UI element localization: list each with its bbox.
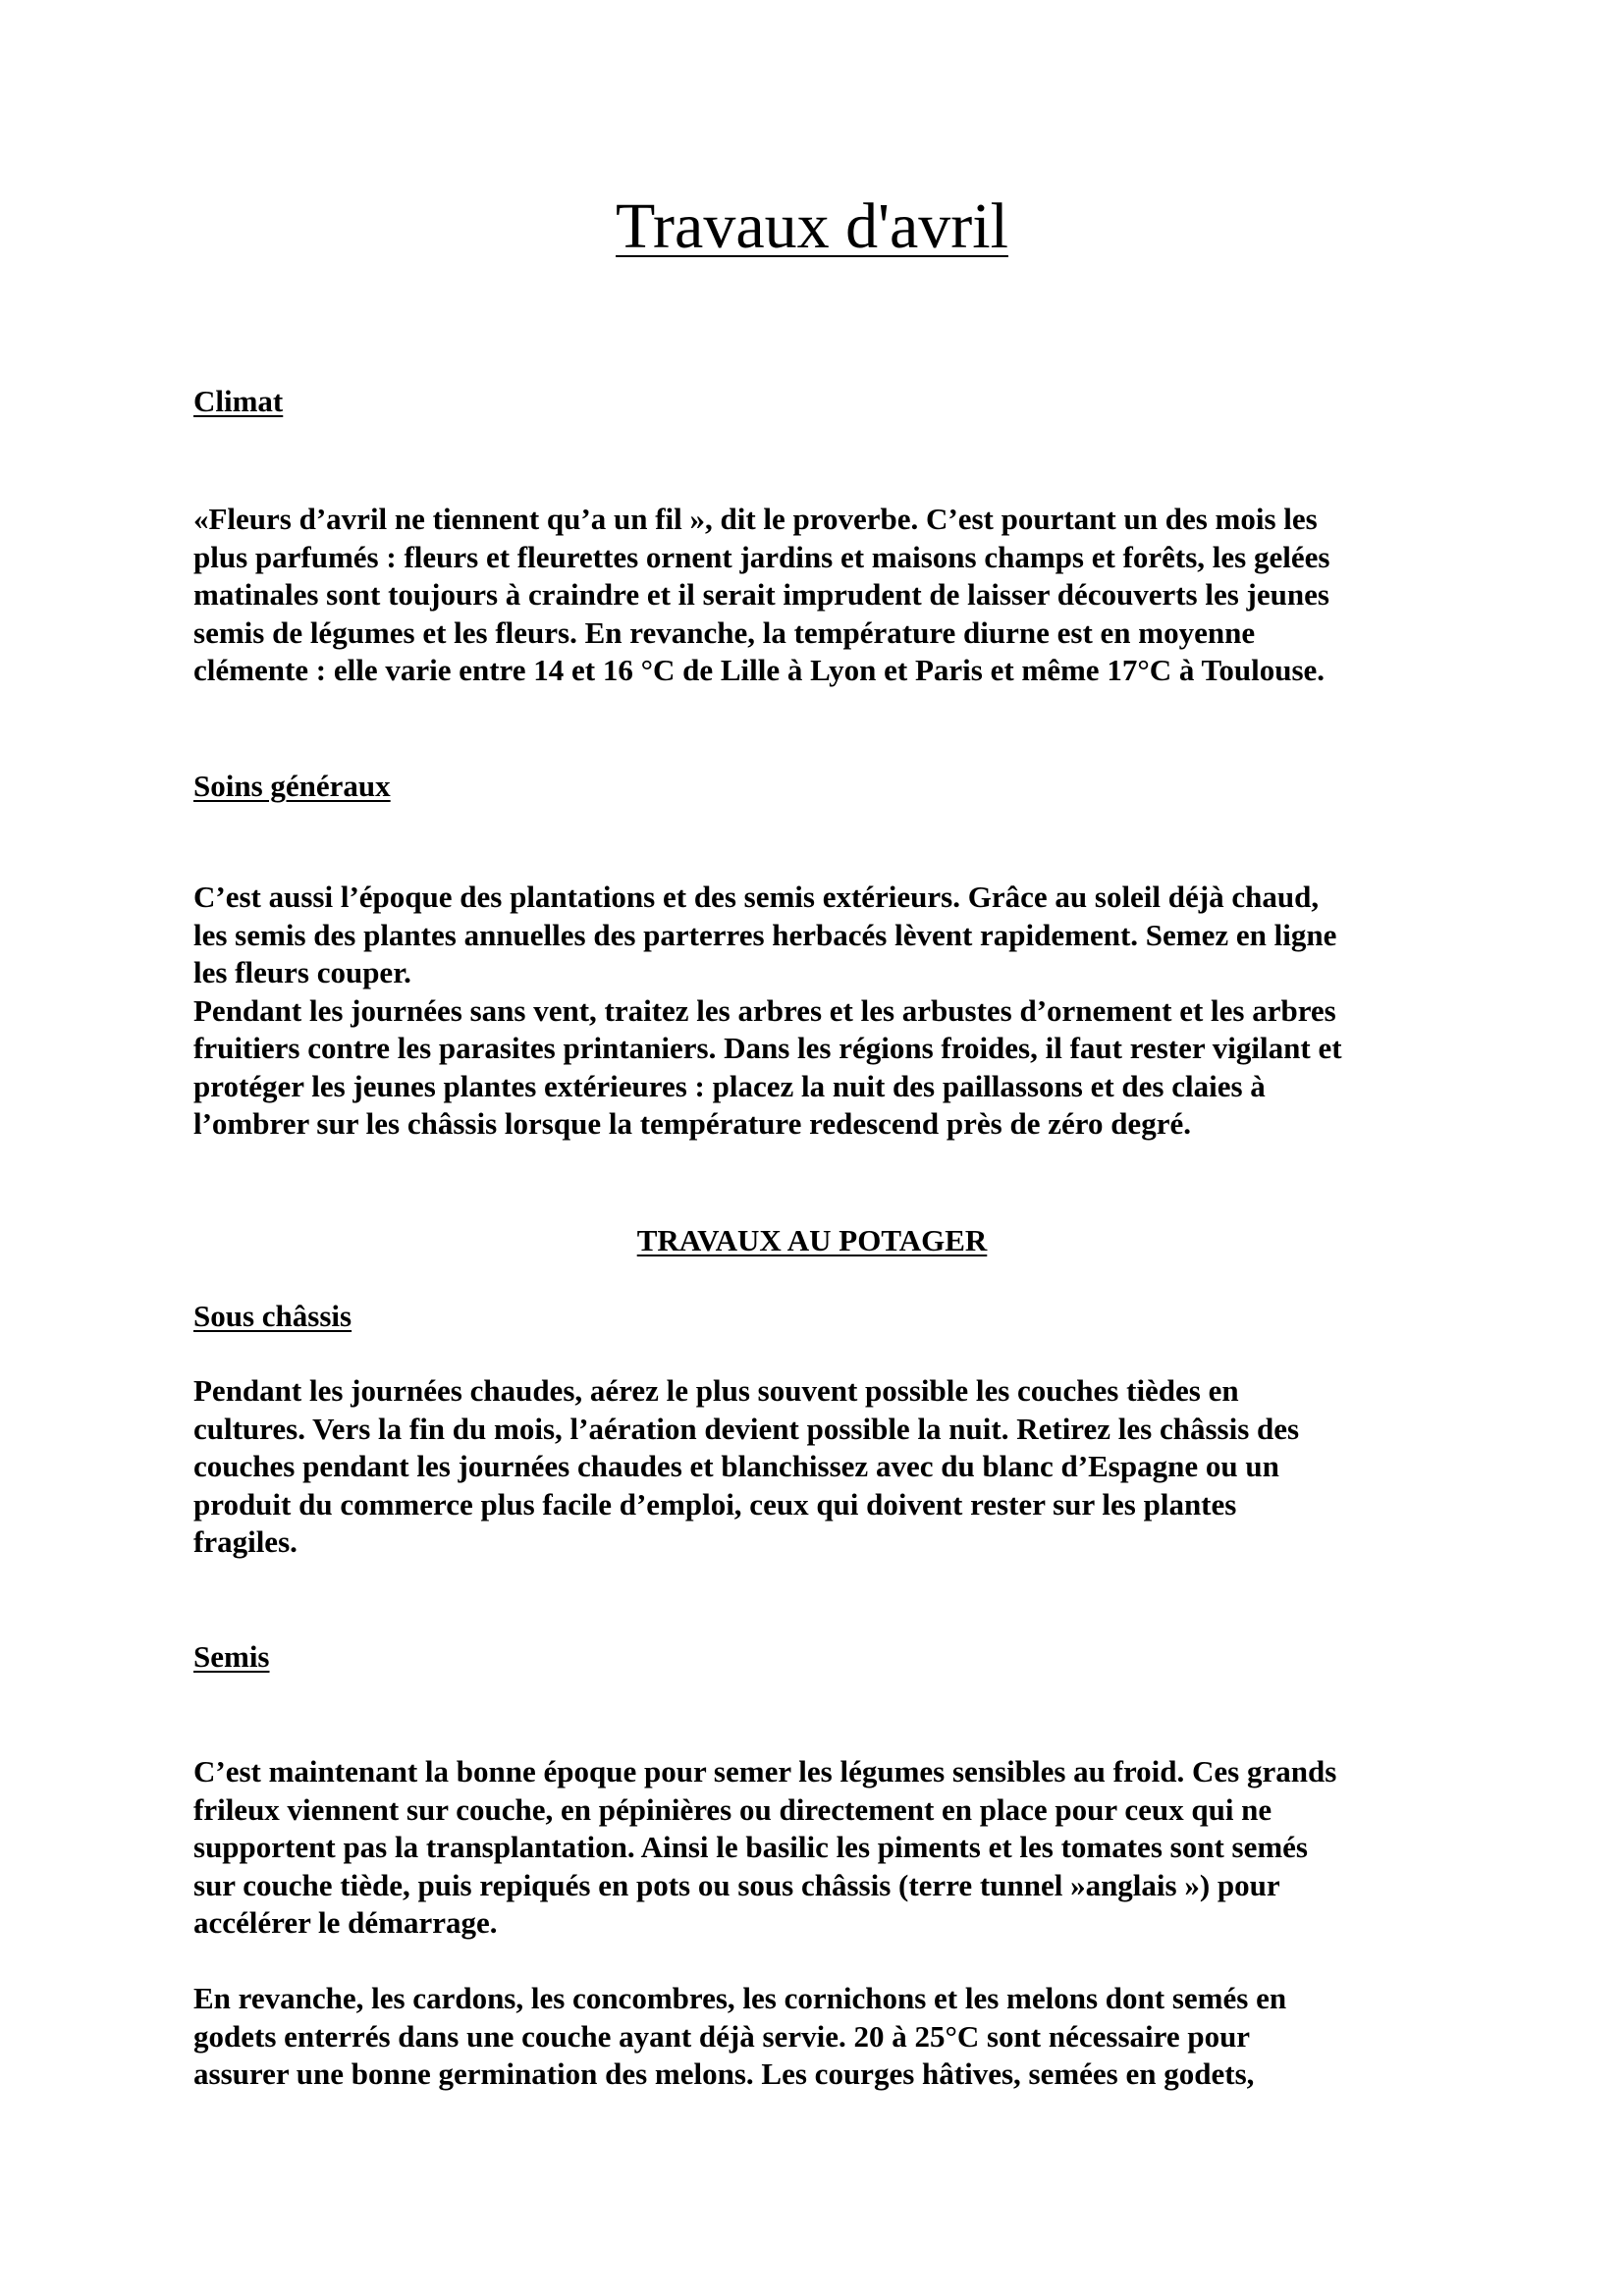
paragraph-semis-1 [193,1753,1470,1943]
text-line: supportent pas la transplantation. Ainsi le basilic les piments et les tomates sont semés [193,1830,1308,1864]
section-heading-semis: Semis [193,1639,270,1674]
text-line: assurer une bonne germination des melons. Les courges hâtives, semées en godets, [193,2056,1255,2091]
text-line: godets enterrés dans une couche ayant déjà servie. 20 à 25°C sont nécessaire pour [193,2018,1251,2054]
text-line: l’ombrer sur les châssis lorsque la température redescend près de zéro degré. [193,1106,1191,1141]
text-line: cultures. Vers la fin du mois, l’aération devient possible la nuit. Retirez les châssis des [193,1411,1300,1446]
text-line: produit du commerce plus facile d’emploi, ceux qui doivent rester sur les plantes [193,1486,1237,1522]
paragraph-soins-generaux [193,879,1470,1144]
text-line: plus parfumés : fleurs et fleurettes ornent jardins et maisons champs et forêts, les gelées [193,539,1330,574]
text-line: Pendant les journées chaudes, aérez le plus souvent possible les couches tièdes en [193,1373,1239,1408]
text-line: semis de légumes et les fleurs. En revanche, la température diurne est en moyenne [193,614,1256,650]
section-heading-sous-chassis: Sous châssis [193,1299,352,1333]
text-line: sur couche tiède, puis repiqués en pots ou sous châssis (terre tunnel »anglais ») pour [193,1867,1280,1902]
text-line: protéger les jeunes plantes extérieures : placez la nuit des paillassons et des claies à [193,1068,1266,1103]
text-line: Pendant les journées sans vent, traitez les arbres et les arbustes d’ornement et les arbres [193,992,1336,1028]
text-line: clémente : elle varie entre 14 et 16 °C de Lille à Lyon et Paris et même 17°C à Toulouse. [193,653,1326,687]
section-heading-travaux-au-potager: TRAVAUX AU POTAGER [636,1223,988,1257]
paragraph-semis-2 [193,1980,1470,2094]
section-heading-soins-generaux: Soins généraux [193,769,391,803]
text-line: C’est aussi l’époque des plantations et des semis extérieurs. Grâce au soleil déjà chaud, [193,880,1320,914]
text-line: «Fleurs d’avril ne tiennent qu’a un fil », dit le proverbe. C’est pourtant un des mois les [193,502,1318,536]
text-line: C’est maintenant la bonne époque pour semer les légumes sensibles au froid. Ces grands [193,1754,1337,1789]
page-title: Travaux d'avril [616,190,1008,262]
text-line: En revanche, les cardons, les concombres, les cornichons et les melons dont semés en [193,1981,1287,2015]
text-line: matinales sont toujours à craindre et il serait imprudent de laisser découverts les jeunes [193,577,1329,612]
text-line: accélérer le démarrage. [193,1905,498,1940]
text-line: les fleurs couper. [193,955,411,989]
paragraph-sous-chassis [193,1372,1470,1562]
text-line: frileux viennent sur couche, en pépinières ou directement en place pour ceux qui ne [193,1791,1272,1827]
section-heading-climat: Climat [193,384,284,418]
text-line: fragiles. [193,1524,298,1559]
paragraph-climat [193,501,1470,690]
text-line: couches pendant les journées chaudes et blanchissez avec du blanc d’Espagne ou un [193,1449,1279,1483]
text-line: les semis des plantes annuelles des parterres herbacés lèvent rapidement. Semez en ligne [193,917,1337,952]
text-line: fruitiers contre les parasites printaniers. Dans les régions froides, il faut rester vigilant et [193,1031,1342,1065]
